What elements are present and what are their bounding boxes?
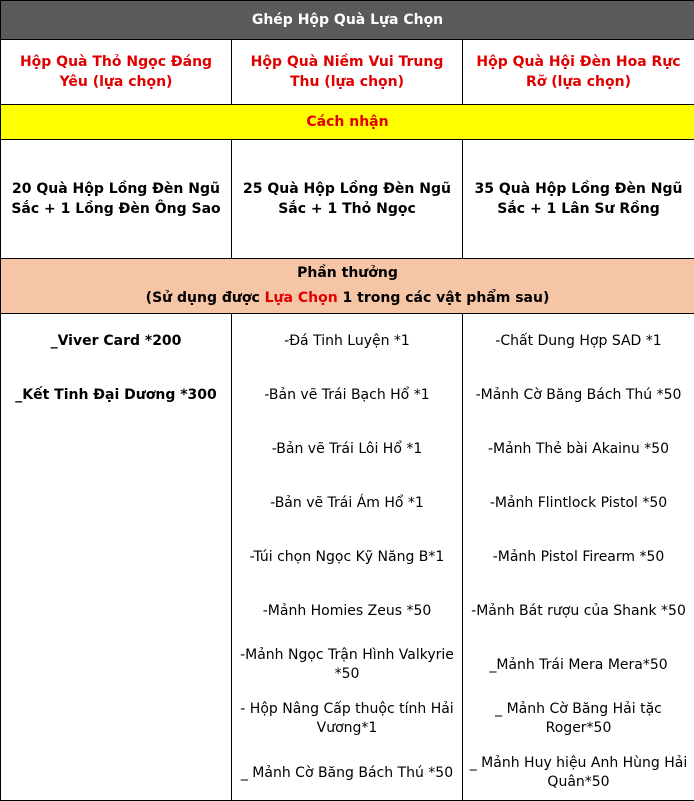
- reward-note-before: (Sử dụng được: [146, 290, 265, 306]
- list-item: -Mảnh Pistol Firearm *50: [463, 530, 694, 584]
- reward-column-3: [463, 314, 694, 801]
- reward-heading: Phần thưởng: [5, 261, 690, 286]
- list-item: -Bản vẽ Trái Bạch Hổ *1: [232, 368, 462, 422]
- box-name-1: Hộp Quà Thỏ Ngọc Đáng Yêu (lựa chọn): [1, 40, 232, 105]
- how-to-get-header: Cách nhận: [1, 105, 694, 140]
- list-item: -Chất Dung Hợp SAD *1: [463, 314, 694, 368]
- list-item: -Bản vẽ Trái Lôi Hổ *1: [232, 422, 462, 476]
- list-item: -Bản vẽ Trái Ám Hổ *1: [232, 476, 462, 530]
- list-item: _ Mảnh Cờ Băng Bách Thú *50: [232, 746, 462, 800]
- list-item: -Mảnh Ngọc Trận Hình Valkyrie *50: [232, 638, 462, 692]
- list-item: -Túi chọn Ngọc Kỹ Năng B*1: [232, 530, 462, 584]
- requirement-3: 35 Quà Hộp Lồng Đèn Ngũ Sắc + 1 Lân Sư Rồng: [463, 140, 694, 259]
- reward-column-2: [232, 314, 463, 801]
- reward-note-after: 1 trong các vật phẩm sau): [338, 290, 550, 306]
- reward-column-1: [1, 314, 232, 801]
- list-item: - Hộp Nâng Cấp thuộc tính Hải Vương*1: [232, 692, 462, 746]
- reward-note-highlight: Lựa Chọn: [265, 290, 338, 306]
- reward-note: [5, 286, 690, 311]
- requirement-2: 25 Quà Hộp Lồng Đèn Ngũ Sắc + 1 Thỏ Ngọc: [232, 140, 463, 259]
- list-item: _ Mảnh Cờ Băng Hải tặc Roger*50: [463, 692, 694, 746]
- reward-header: [1, 259, 694, 314]
- table-title: Ghép Hộp Quà Lựa Chọn: [1, 1, 694, 40]
- box-name-3: Hộp Quà Hội Đèn Hoa Rực Rỡ (lựa chọn): [463, 40, 694, 105]
- requirement-1: 20 Quà Hộp Lồng Đèn Ngũ Sắc + 1 Lồng Đèn Ông Sao: [1, 140, 232, 259]
- list-item: -Đá Tinh Luyện *1: [232, 314, 462, 368]
- box-name-2: Hộp Quà Niềm Vui Trung Thu (lựa chọn): [232, 40, 463, 105]
- list-item: -Mảnh Flintlock Pistol *50: [463, 476, 694, 530]
- list-item: _Kết Tinh Đại Dương *300: [1, 368, 231, 422]
- list-item: -Mảnh Homies Zeus *50: [232, 584, 462, 638]
- list-item: -Mảnh Bát rượu của Shank *50: [463, 584, 694, 638]
- list-item: _Viver Card *200: [1, 314, 231, 368]
- list-item: _ Mảnh Huy hiệu Anh Hùng Hải Quân*50: [463, 746, 694, 800]
- list-item: _Mảnh Trái Mera Mera*50: [463, 638, 694, 692]
- list-item: -Mảnh Thẻ bài Akainu *50: [463, 422, 694, 476]
- list-item: -Mảnh Cờ Băng Bách Thú *50: [463, 368, 694, 422]
